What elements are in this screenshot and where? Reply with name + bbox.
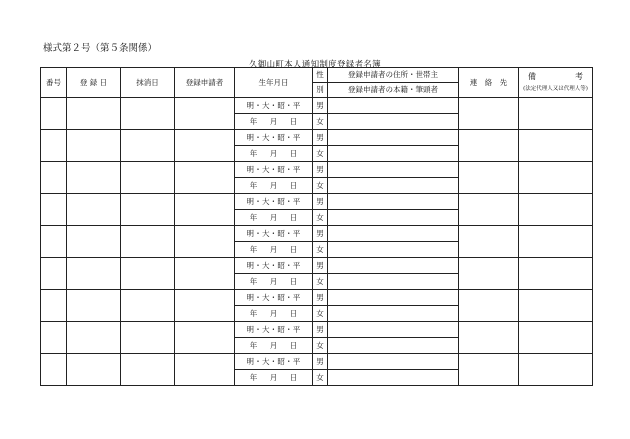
birth-date-ymd	[235, 274, 313, 290]
sex-male-option[interactable]: 男	[313, 98, 328, 114]
cell-number[interactable]	[41, 130, 67, 162]
cell-number[interactable]	[41, 354, 67, 386]
table-row	[41, 130, 593, 146]
cell-domicile[interactable]	[328, 114, 459, 130]
cell-number[interactable]	[41, 162, 67, 194]
table-row	[41, 354, 593, 370]
remarks-subtitle: (法定代理人又は代理人等)	[523, 85, 588, 92]
cell-remarks[interactable]	[519, 354, 593, 386]
cell-deleted-date[interactable]	[121, 354, 175, 386]
header-address: 登録申請者の住所・世帯主	[328, 68, 459, 83]
cell-applicant[interactable]	[175, 354, 235, 386]
cell-contact[interactable]	[459, 290, 519, 322]
cell-remarks[interactable]	[519, 322, 593, 354]
era-options: 明・大・昭・平	[235, 130, 313, 146]
header-applicant: 登録申請者	[175, 68, 235, 98]
cell-address[interactable]	[328, 354, 459, 370]
cell-deleted-date[interactable]	[121, 226, 175, 258]
cell-applicant[interactable]	[175, 290, 235, 322]
sex-female-option[interactable]: 女	[313, 210, 328, 226]
cell-registered-date[interactable]	[67, 162, 121, 194]
form-number-label: 様式第２号（第５条関係）	[43, 43, 158, 54]
cell-address[interactable]	[328, 322, 459, 338]
month-label: 月	[269, 244, 278, 254]
header-birth-date: 生年月日	[235, 68, 313, 98]
cell-remarks[interactable]	[519, 290, 593, 322]
month-label: 月	[269, 340, 278, 350]
month-label: 月	[269, 148, 278, 158]
year-label: 年	[249, 116, 258, 126]
sex-male-option[interactable]: 男	[313, 258, 328, 274]
cell-domicile[interactable]	[328, 210, 459, 226]
birth-date-ymd	[235, 210, 313, 226]
header-sex-bottom: 別	[313, 83, 328, 98]
sex-female-option[interactable]: 女	[313, 306, 328, 322]
cell-number[interactable]	[41, 290, 67, 322]
cell-domicile[interactable]	[328, 178, 459, 194]
cell-deleted-date[interactable]	[121, 290, 175, 322]
sex-female-option[interactable]: 女	[313, 370, 328, 386]
header-registered-date: 登 録 日	[67, 68, 121, 98]
birth-date-ymd	[235, 242, 313, 258]
year-label: 年	[249, 372, 258, 382]
remarks-title-right: 考	[575, 71, 584, 81]
day-label: 日	[289, 372, 298, 382]
day-label: 日	[289, 180, 298, 190]
register-title: 久御山町本人通知制度登録者名簿	[248, 60, 381, 70]
sex-male-option[interactable]: 男	[313, 194, 328, 210]
cell-remarks[interactable]	[519, 162, 593, 194]
header-row	[41, 68, 593, 83]
day-label: 日	[289, 244, 298, 254]
cell-applicant[interactable]	[175, 130, 235, 162]
sex-male-option[interactable]: 男	[313, 290, 328, 306]
cell-registered-date[interactable]	[67, 130, 121, 162]
era-options: 明・大・昭・平	[235, 194, 313, 210]
cell-remarks[interactable]	[519, 226, 593, 258]
year-label: 年	[249, 180, 258, 190]
cell-contact[interactable]	[459, 354, 519, 386]
cell-address[interactable]	[328, 290, 459, 306]
cell-registered-date[interactable]	[67, 258, 121, 290]
cell-domicile[interactable]	[328, 242, 459, 258]
cell-contact[interactable]	[459, 162, 519, 194]
cell-deleted-date[interactable]	[121, 130, 175, 162]
birth-date-ymd	[235, 370, 313, 386]
header-sex-top: 性	[313, 68, 328, 83]
cell-domicile[interactable]	[328, 306, 459, 322]
cell-number[interactable]	[41, 194, 67, 226]
day-label: 日	[289, 148, 298, 158]
month-label: 月	[269, 372, 278, 382]
year-label: 年	[249, 276, 258, 286]
year-label: 年	[249, 148, 258, 158]
month-label: 月	[269, 276, 278, 286]
sex-female-option[interactable]: 女	[313, 242, 328, 258]
era-options: 明・大・昭・平	[235, 322, 313, 338]
cell-address[interactable]	[328, 258, 459, 274]
sex-male-option[interactable]: 男	[313, 226, 328, 242]
cell-contact[interactable]	[459, 98, 519, 130]
remarks-title	[519, 73, 592, 81]
header-deleted-date: 抹消日	[121, 68, 175, 98]
cell-address[interactable]	[328, 162, 459, 178]
cell-applicant[interactable]	[175, 194, 235, 226]
day-label: 日	[289, 116, 298, 126]
cell-address[interactable]	[328, 130, 459, 146]
remarks-title-left: 備	[527, 71, 536, 81]
table-row	[41, 98, 593, 114]
header-number: 番号	[41, 68, 67, 98]
cell-applicant[interactable]	[175, 98, 235, 130]
birth-date-ymd	[235, 146, 313, 162]
registrant-register-table	[40, 67, 593, 386]
cell-deleted-date[interactable]	[121, 194, 175, 226]
era-options: 明・大・昭・平	[235, 290, 313, 306]
sex-male-option[interactable]: 男	[313, 162, 328, 178]
year-label: 年	[249, 340, 258, 350]
month-label: 月	[269, 116, 278, 126]
sex-male-option[interactable]: 男	[313, 354, 328, 370]
cell-applicant[interactable]	[175, 322, 235, 354]
table-row	[41, 258, 593, 274]
year-label: 年	[249, 308, 258, 318]
cell-registered-date[interactable]	[67, 98, 121, 130]
era-options: 明・大・昭・平	[235, 162, 313, 178]
birth-date-ymd	[235, 178, 313, 194]
month-label: 月	[269, 212, 278, 222]
day-label: 日	[289, 308, 298, 318]
era-options: 明・大・昭・平	[235, 354, 313, 370]
header-contact: 連 絡 先	[459, 68, 519, 98]
cell-remarks[interactable]	[519, 258, 593, 290]
cell-registered-date[interactable]	[67, 194, 121, 226]
sex-male-option[interactable]: 男	[313, 130, 328, 146]
table-row	[41, 194, 593, 210]
day-label: 日	[289, 276, 298, 286]
cell-domicile[interactable]	[328, 370, 459, 386]
day-label: 日	[289, 212, 298, 222]
table-row	[41, 322, 593, 338]
cell-deleted-date[interactable]	[121, 322, 175, 354]
day-label: 日	[289, 340, 298, 350]
cell-domicile[interactable]	[328, 338, 459, 354]
cell-number[interactable]	[41, 98, 67, 130]
cell-applicant[interactable]	[175, 162, 235, 194]
cell-contact[interactable]	[459, 226, 519, 258]
cell-address[interactable]	[328, 98, 459, 114]
sex-female-option[interactable]: 女	[313, 114, 328, 130]
cell-deleted-date[interactable]	[121, 162, 175, 194]
month-label: 月	[269, 180, 278, 190]
header-domicile: 登録申請者の本籍・筆頭者	[328, 83, 459, 98]
cell-number[interactable]	[41, 226, 67, 258]
cell-domicile[interactable]	[328, 146, 459, 162]
month-label: 月	[269, 308, 278, 318]
register-body	[41, 98, 593, 386]
cell-registered-date[interactable]	[67, 322, 121, 354]
cell-contact[interactable]	[459, 130, 519, 162]
cell-applicant[interactable]	[175, 226, 235, 258]
sex-female-option[interactable]: 女	[313, 338, 328, 354]
birth-date-ymd	[235, 338, 313, 354]
cell-deleted-date[interactable]	[121, 258, 175, 290]
cell-number[interactable]	[41, 258, 67, 290]
birth-date-ymd	[235, 114, 313, 130]
cell-registered-date[interactable]	[67, 354, 121, 386]
header-remarks	[519, 68, 593, 98]
sex-female-option[interactable]: 女	[313, 146, 328, 162]
cell-address[interactable]	[328, 226, 459, 242]
cell-remarks[interactable]	[519, 98, 593, 130]
cell-applicant[interactable]	[175, 258, 235, 290]
table-row	[41, 290, 593, 306]
era-options: 明・大・昭・平	[235, 258, 313, 274]
cell-number[interactable]	[41, 322, 67, 354]
cell-contact[interactable]	[459, 258, 519, 290]
era-options: 明・大・昭・平	[235, 98, 313, 114]
cell-contact[interactable]	[459, 322, 519, 354]
cell-registered-date[interactable]	[67, 226, 121, 258]
birth-date-ymd	[235, 306, 313, 322]
sex-female-option[interactable]: 女	[313, 178, 328, 194]
cell-domicile[interactable]	[328, 274, 459, 290]
table-row	[41, 226, 593, 242]
cell-registered-date[interactable]	[67, 290, 121, 322]
year-label: 年	[249, 212, 258, 222]
sex-male-option[interactable]: 男	[313, 322, 328, 338]
cell-remarks[interactable]	[519, 130, 593, 162]
cell-deleted-date[interactable]	[121, 98, 175, 130]
cell-contact[interactable]	[459, 194, 519, 226]
era-options: 明・大・昭・平	[235, 226, 313, 242]
cell-address[interactable]	[328, 194, 459, 210]
cell-remarks[interactable]	[519, 194, 593, 226]
year-label: 年	[249, 244, 258, 254]
sex-female-option[interactable]: 女	[313, 274, 328, 290]
table-row	[41, 162, 593, 178]
